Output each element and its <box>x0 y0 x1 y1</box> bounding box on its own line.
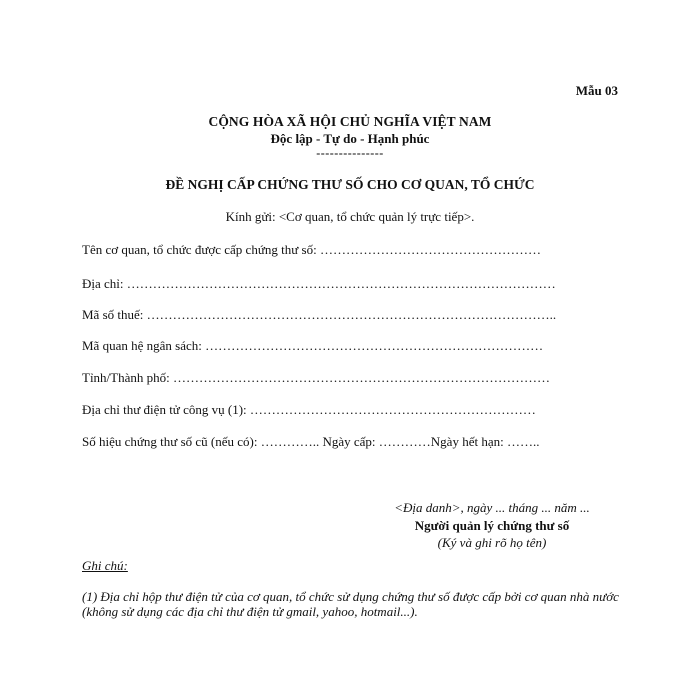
field-tax-code: Mã số thuế: ………………………………………………………………………………….. <box>82 307 557 322</box>
recipient-line: Kính gửi: <Cơ quan, tổ chức quản lý trực tiếp>. <box>225 209 475 224</box>
form-code: Mẫu 03 <box>575 83 618 98</box>
field-old-certificate: Số hiệu chứng thư số cũ (nếu có): ………….. Ngày cấp: …………Ngày hết hạn: …….. <box>82 434 540 449</box>
field-budget-code: Mã quan hệ ngân sách: …………………………………………………………………… <box>82 338 544 353</box>
document-title: ĐỀ NGHỊ CẤP CHỨNG THƯ SỐ CHO CƠ QUAN, TỔ CHỨC <box>165 177 535 192</box>
national-title: CỘNG HÒA XÃ HỘI CHỦ NGHĨA VIỆT NAM <box>208 114 492 129</box>
signature-title: Người quản lý chứng thư số <box>414 518 570 533</box>
field-org-name: Tên cơ quan, tổ chức được cấp chứng thư số: …………………………………………… <box>82 242 541 257</box>
field-address: Địa chỉ: ……………………………………………………………………………………… <box>82 276 556 291</box>
signature-place-date: <Địa danh>, ngày ... tháng ... năm ... <box>394 500 590 515</box>
note-item-1: (1) Địa chỉ hộp thư điện tử của cơ quan, tổ chức sử dụng chứng thư số được cấp bởi cơ quan nhà nước (không sử dụng các địa chỉ thư điện tử gmail, yahoo, hotmail...). <box>82 589 619 619</box>
notes-heading: Ghi chú: <box>82 558 128 573</box>
national-motto: Độc lập - Tự do - Hạnh phúc <box>270 131 430 146</box>
field-province: Tỉnh/Thành phố: …………………………………………………………………………… <box>82 370 550 385</box>
header-separator: --------------- <box>316 146 384 160</box>
field-official-email: Địa chỉ thư điện tử công vụ (1): ………………………………………………………… <box>82 402 536 417</box>
signature-note: (Ký và ghi rõ họ tên) <box>437 535 547 550</box>
